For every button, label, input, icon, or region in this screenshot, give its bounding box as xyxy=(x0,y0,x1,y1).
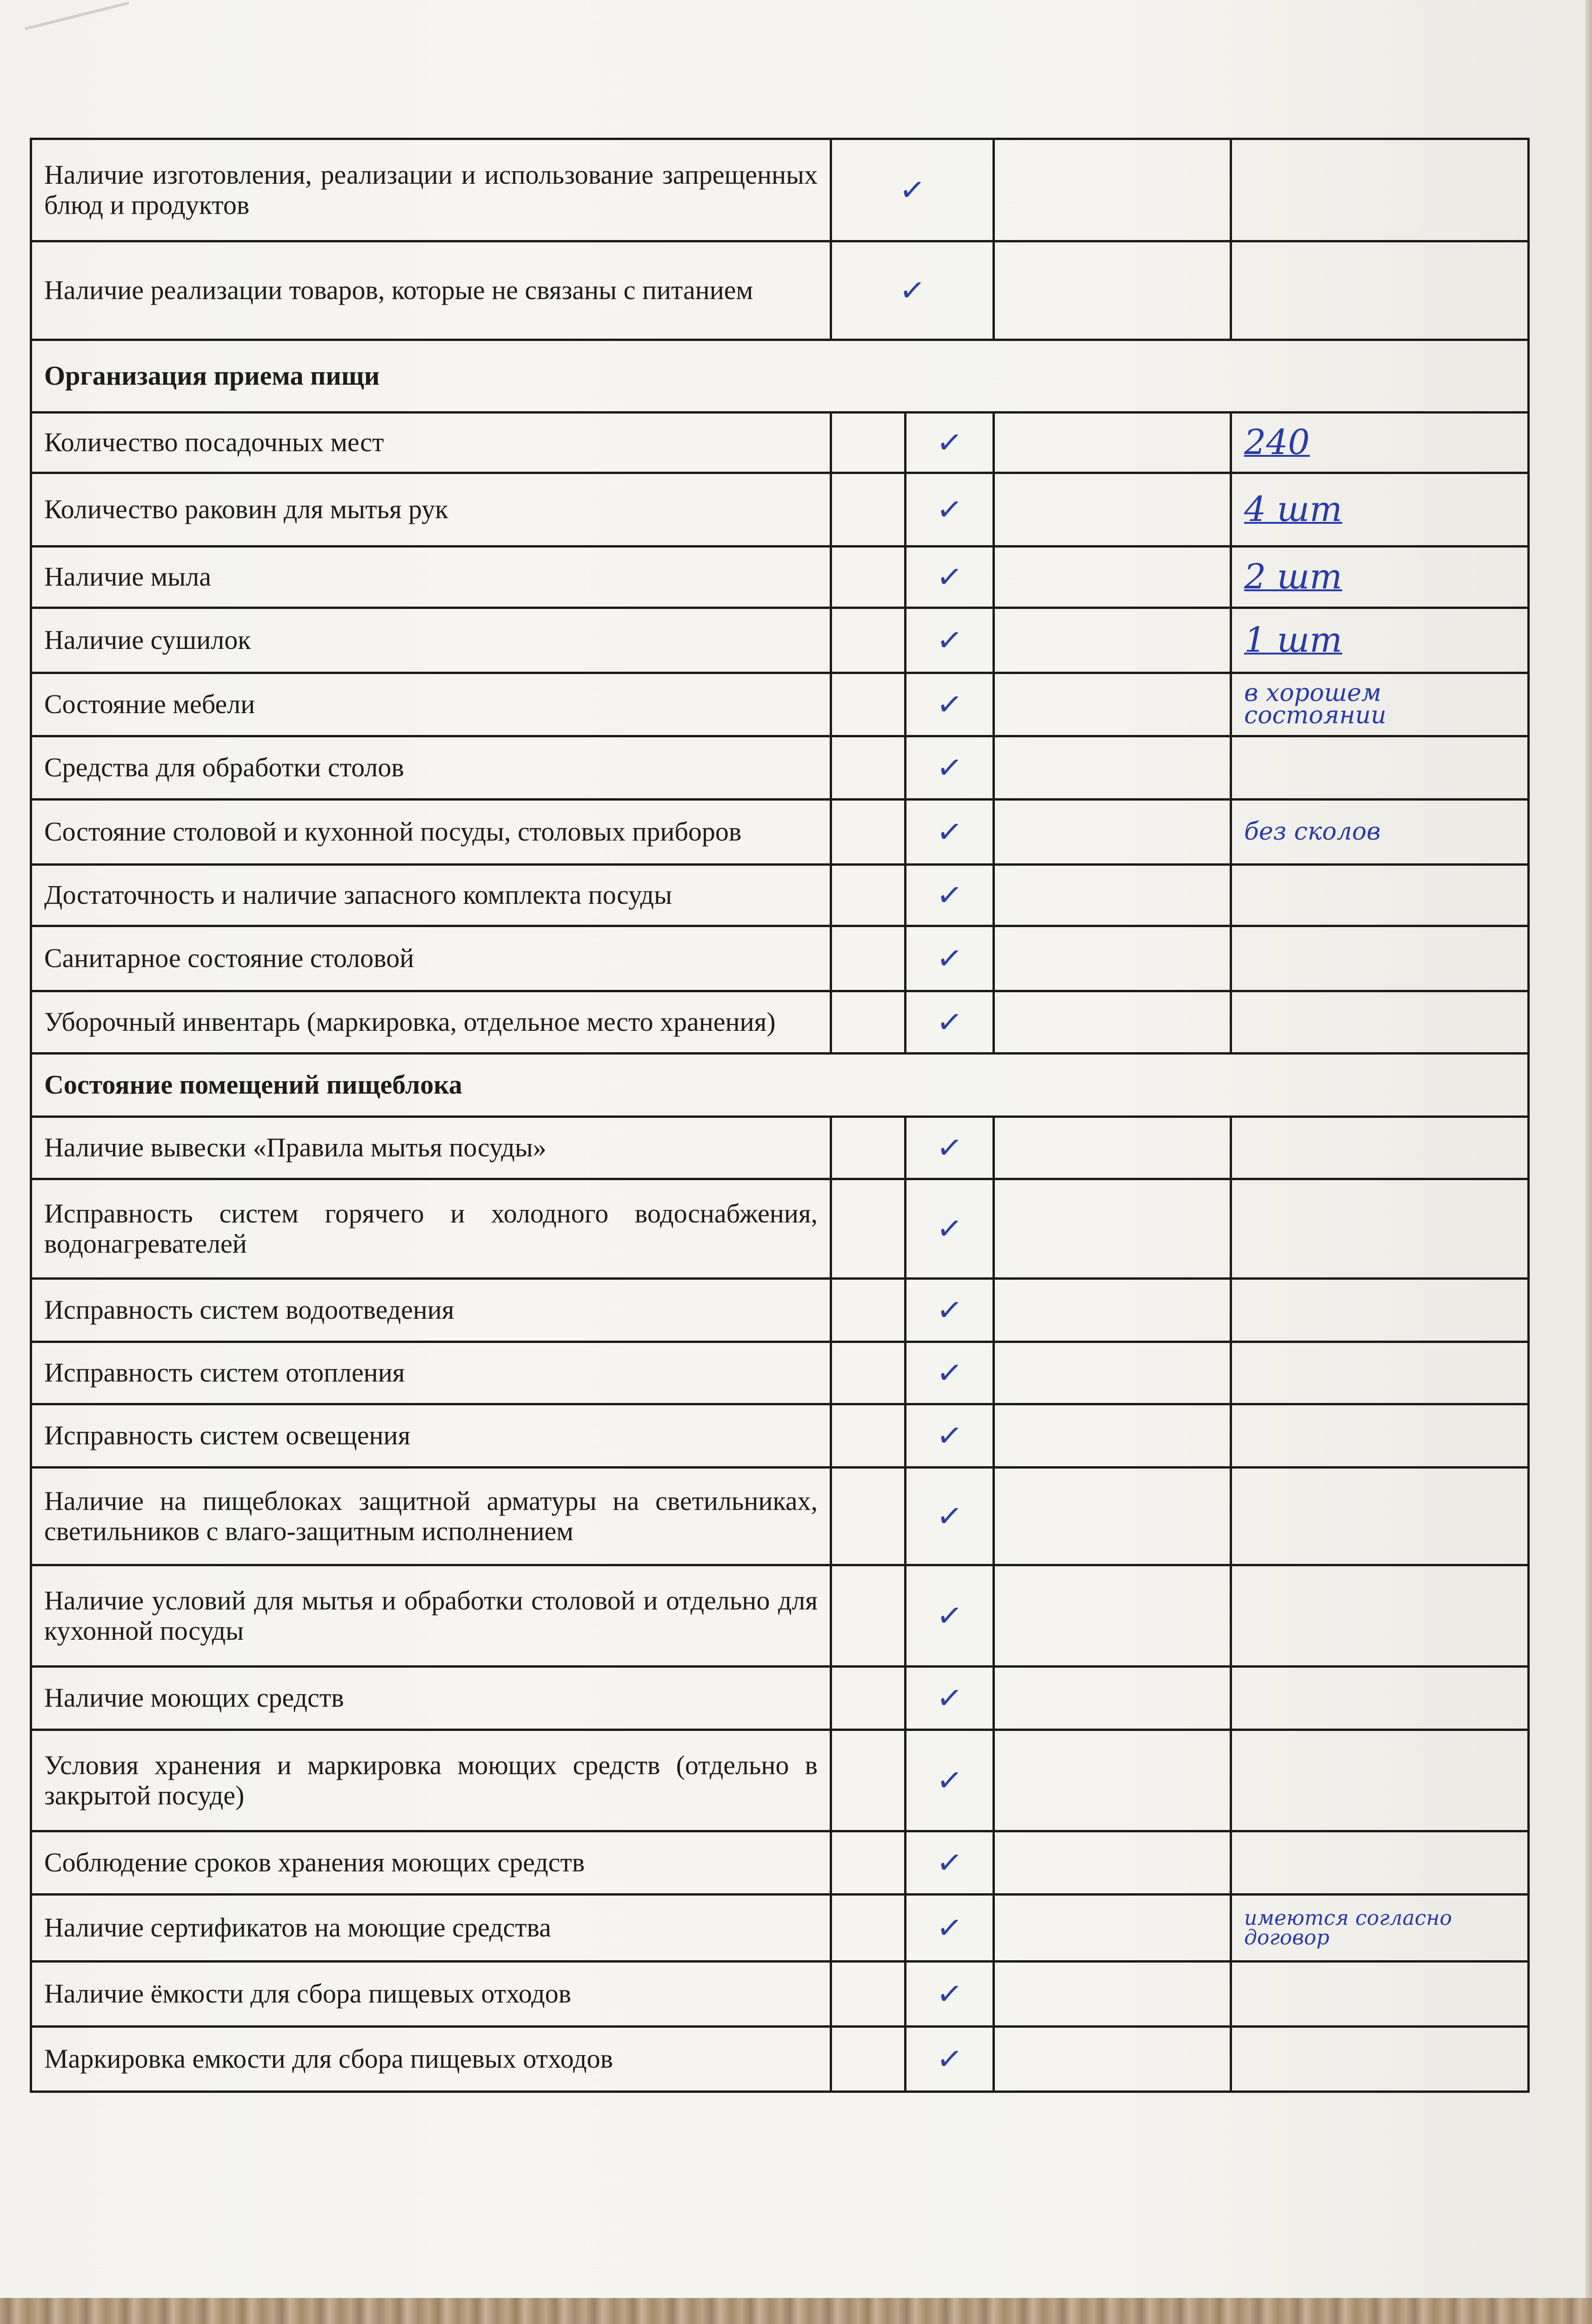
empty-cell xyxy=(831,1730,906,1831)
empty-cell xyxy=(994,1117,1231,1179)
empty-cell xyxy=(994,2027,1231,2092)
empty-cell xyxy=(831,608,906,673)
criterion-label: Наличие вывески «Правила мытья посуды» xyxy=(31,1117,831,1179)
table-row xyxy=(31,1117,1529,1179)
check-cell xyxy=(906,1962,994,2027)
check-mark-icon: ✓ xyxy=(935,1908,965,1947)
empty-cell xyxy=(831,1117,906,1179)
note-cell xyxy=(1231,2027,1529,2092)
criterion-label: Соблюдение сроков хранения моющих средств xyxy=(31,1831,831,1895)
check-cell xyxy=(906,991,994,1054)
check-mark-icon: ✓ xyxy=(935,1290,965,1329)
check-mark-icon: ✓ xyxy=(935,1496,965,1536)
empty-cell xyxy=(831,1565,906,1667)
table-row xyxy=(31,1962,1529,2027)
empty-cell xyxy=(994,1279,1231,1342)
paper-edge xyxy=(1585,0,1592,2298)
criterion-label: Исправность систем освещения xyxy=(31,1404,831,1468)
check-mark-icon: ✓ xyxy=(935,812,965,851)
criterion-label: Состояние мебели xyxy=(31,673,831,736)
empty-cell xyxy=(994,139,1231,241)
table-row xyxy=(31,1279,1529,1342)
criterion-label: Исправность систем водоотведения xyxy=(31,1279,831,1342)
check-cell xyxy=(906,736,994,800)
empty-cell xyxy=(831,800,906,865)
check-mark-icon: ✓ xyxy=(935,1002,965,1042)
empty-cell xyxy=(994,1179,1231,1279)
criterion-label: Наличие реализации товаров, которые не связаны с питанием xyxy=(31,241,831,340)
table-row xyxy=(31,547,1529,608)
check-cell xyxy=(906,926,994,991)
empty-cell xyxy=(831,1179,906,1279)
note-cell xyxy=(1231,1831,1529,1895)
section-title: Состояние помещений пищеблока xyxy=(31,1054,1529,1117)
check-mark-icon: ✓ xyxy=(898,271,927,310)
criterion-label: Маркировка емкости для сбора пищевых отходов xyxy=(31,2027,831,2092)
empty-cell xyxy=(994,1730,1231,1831)
section-title: Организация приема пищи xyxy=(31,340,1529,413)
check-cell xyxy=(906,1565,994,1667)
wooden-table-surface xyxy=(0,2298,1592,2324)
check-cell xyxy=(906,413,994,473)
check-cell xyxy=(831,139,994,241)
handwritten-note: 1 шт xyxy=(1231,608,1529,673)
handwritten-note: имеются согласно договор xyxy=(1231,1895,1529,1962)
check-cell xyxy=(906,1179,994,1279)
criterion-label: Наличие ёмкости для сбора пищевых отходов xyxy=(31,1962,831,2027)
criterion-label: Исправность систем отопления xyxy=(31,1342,831,1404)
criterion-label: Санитарное состояние столовой xyxy=(31,926,831,991)
check-cell xyxy=(906,865,994,926)
check-mark-icon: ✓ xyxy=(935,2039,965,2078)
criterion-label: Наличие сертификатов на моющие средства xyxy=(31,1895,831,1962)
note-cell xyxy=(1231,1730,1529,1831)
check-cell xyxy=(831,241,994,340)
criterion-label: Состояние столовой и кухонной посуды, столовых приборов xyxy=(31,800,831,865)
empty-cell xyxy=(831,1279,906,1342)
check-cell xyxy=(906,1117,994,1179)
criterion-label: Количество раковин для мытья рук xyxy=(31,473,831,547)
handwritten-note: без сколов xyxy=(1231,800,1529,865)
note-cell xyxy=(1231,736,1529,800)
criterion-label: Уборочный инвентарь (маркировка, отдельное место хранения) xyxy=(31,991,831,1054)
check-cell xyxy=(906,1895,994,1962)
table-row xyxy=(31,1565,1529,1667)
empty-cell xyxy=(994,673,1231,736)
table-row xyxy=(31,1667,1529,1730)
table-row xyxy=(31,608,1529,673)
empty-cell xyxy=(994,926,1231,991)
check-cell xyxy=(906,1667,994,1730)
check-mark-icon: ✓ xyxy=(935,1678,965,1717)
table-row xyxy=(31,926,1529,991)
check-mark-icon: ✓ xyxy=(935,1209,965,1248)
empty-cell xyxy=(994,608,1231,673)
table-row xyxy=(31,673,1529,736)
check-mark-icon: ✓ xyxy=(935,490,965,529)
note-cell xyxy=(1231,1279,1529,1342)
empty-cell xyxy=(831,413,906,473)
table-row xyxy=(31,1468,1529,1565)
check-cell xyxy=(906,1404,994,1468)
criterion-label: Наличие сушилок xyxy=(31,608,831,673)
table-row xyxy=(31,139,1529,241)
empty-cell xyxy=(994,736,1231,800)
empty-cell xyxy=(994,413,1231,473)
handwritten-note: 2 шт xyxy=(1231,547,1529,608)
handwritten-note: 4 шт xyxy=(1231,473,1529,547)
inspection-checklist-table xyxy=(30,138,1530,2093)
note-cell xyxy=(1231,865,1529,926)
empty-cell xyxy=(831,1342,906,1404)
empty-cell xyxy=(994,991,1231,1054)
check-mark-icon: ✓ xyxy=(935,1128,965,1167)
table-row xyxy=(31,736,1529,800)
check-mark-icon: ✓ xyxy=(935,685,965,724)
empty-cell xyxy=(994,1962,1231,2027)
criterion-label: Наличие условий для мытья и обработки столовой и отдельно для кухонной посуды xyxy=(31,1565,831,1667)
note-cell xyxy=(1231,1179,1529,1279)
check-cell xyxy=(906,800,994,865)
table-row xyxy=(31,2027,1529,2092)
check-cell xyxy=(906,1468,994,1565)
check-cell xyxy=(906,608,994,673)
empty-cell xyxy=(831,1468,906,1565)
note-cell xyxy=(1231,139,1529,241)
check-mark-icon: ✓ xyxy=(935,1416,965,1455)
table-row xyxy=(31,991,1529,1054)
note-cell xyxy=(1231,1468,1529,1565)
empty-cell xyxy=(994,865,1231,926)
handwritten-note: 240 xyxy=(1231,413,1529,473)
note-cell xyxy=(1231,241,1529,340)
paper-clip-mark xyxy=(25,1,138,66)
empty-cell xyxy=(831,2027,906,2092)
table-row xyxy=(31,865,1529,926)
note-cell xyxy=(1231,1404,1529,1468)
check-mark-icon: ✓ xyxy=(935,1761,965,1800)
criterion-label: Наличие на пищеблоках защитной арматуры на светильниках, светильников с влаго-защитным исполнением xyxy=(31,1468,831,1565)
table-row xyxy=(31,1895,1529,1962)
criterion-label: Наличие моющих средств xyxy=(31,1667,831,1730)
criterion-label: Условия хранения и маркировка моющих средств (отдельно в закрытой посуде) xyxy=(31,1730,831,1831)
empty-cell xyxy=(831,1831,906,1895)
table-row xyxy=(31,1831,1529,1895)
note-cell xyxy=(1231,1565,1529,1667)
empty-cell xyxy=(831,1667,906,1730)
check-mark-icon: ✓ xyxy=(935,423,965,462)
criterion-label: Достаточность и наличие запасного комплекта посуды xyxy=(31,865,831,926)
section-row xyxy=(31,340,1529,413)
empty-cell xyxy=(994,1468,1231,1565)
check-mark-icon: ✓ xyxy=(935,621,965,660)
handwritten-note: в хорошем состоянии xyxy=(1231,673,1529,736)
check-mark-icon: ✓ xyxy=(935,875,965,915)
check-mark-icon: ✓ xyxy=(935,1843,965,1882)
empty-cell xyxy=(831,673,906,736)
empty-cell xyxy=(994,1895,1231,1962)
check-mark-icon: ✓ xyxy=(935,939,965,978)
empty-cell xyxy=(994,473,1231,547)
empty-cell xyxy=(994,241,1231,340)
check-mark-icon: ✓ xyxy=(935,748,965,787)
table-row xyxy=(31,473,1529,547)
empty-cell xyxy=(994,1831,1231,1895)
table-row xyxy=(31,1730,1529,1831)
note-cell xyxy=(1231,1667,1529,1730)
check-mark-icon: ✓ xyxy=(898,170,927,209)
check-mark-icon: ✓ xyxy=(935,557,965,596)
check-cell xyxy=(906,473,994,547)
empty-cell xyxy=(831,991,906,1054)
criterion-label: Наличие мыла xyxy=(31,547,831,608)
check-mark-icon: ✓ xyxy=(935,1596,965,1635)
check-mark-icon: ✓ xyxy=(935,1353,965,1392)
check-cell xyxy=(906,547,994,608)
empty-cell xyxy=(994,547,1231,608)
empty-cell xyxy=(831,473,906,547)
check-cell xyxy=(906,1831,994,1895)
empty-cell xyxy=(831,1404,906,1468)
check-cell xyxy=(906,1279,994,1342)
table-row xyxy=(31,1404,1529,1468)
check-cell xyxy=(906,1342,994,1404)
criterion-label: Количество посадочных мест xyxy=(31,413,831,473)
empty-cell xyxy=(831,926,906,991)
note-cell xyxy=(1231,1342,1529,1404)
criterion-label: Исправность систем горячего и холодного водоснабжения, водонагревателей xyxy=(31,1179,831,1279)
table-row xyxy=(31,241,1529,340)
note-cell xyxy=(1231,991,1529,1054)
note-cell xyxy=(1231,1962,1529,2027)
table-row xyxy=(31,800,1529,865)
empty-cell xyxy=(831,736,906,800)
table-row xyxy=(31,1342,1529,1404)
check-cell xyxy=(906,673,994,736)
note-cell xyxy=(1231,1117,1529,1179)
empty-cell xyxy=(831,547,906,608)
check-mark-icon: ✓ xyxy=(935,1974,965,2013)
empty-cell xyxy=(831,1962,906,2027)
criterion-label: Наличие изготовления, реализации и использование запрещенных блюд и продуктов xyxy=(31,139,831,241)
empty-cell xyxy=(994,800,1231,865)
empty-cell xyxy=(831,865,906,926)
empty-cell xyxy=(994,1667,1231,1730)
empty-cell xyxy=(994,1404,1231,1468)
empty-cell xyxy=(831,1895,906,1962)
empty-cell xyxy=(994,1565,1231,1667)
check-cell xyxy=(906,1730,994,1831)
criterion-label: Средства для обработки столов xyxy=(31,736,831,800)
table-row xyxy=(31,1179,1529,1279)
note-cell xyxy=(1231,926,1529,991)
empty-cell xyxy=(994,1342,1231,1404)
section-row xyxy=(31,1054,1529,1117)
check-cell xyxy=(906,2027,994,2092)
table-row xyxy=(31,413,1529,473)
